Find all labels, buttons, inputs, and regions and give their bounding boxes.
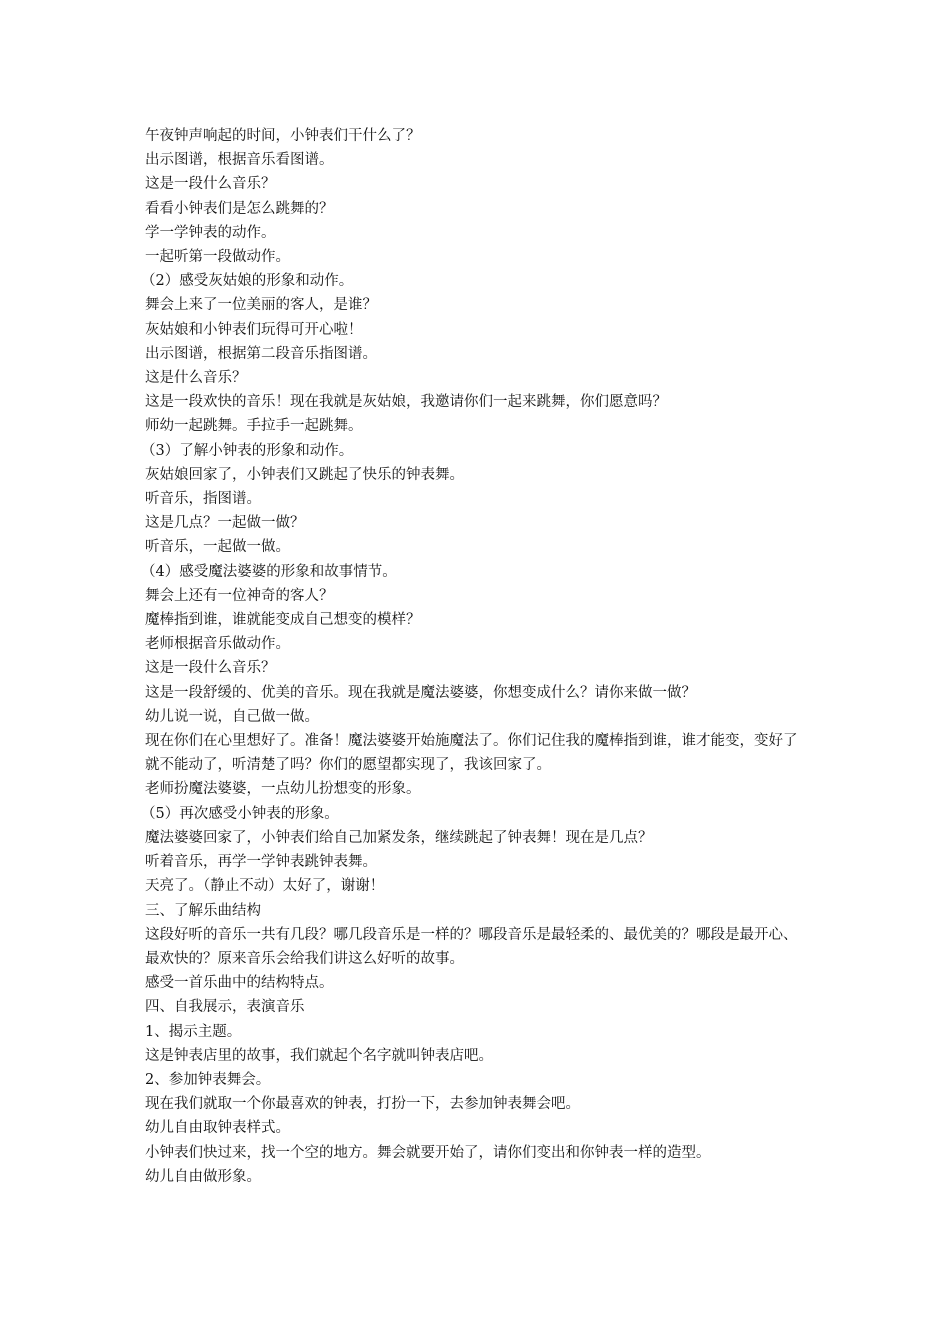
paragraph: 现在你们在心里想好了。准备！魔法婆婆开始施魔法了。你们记住我的魔棒指到谁，谁才能变，变好了就不能动了，听清楚了吗？你们的愿望都实现了，我该回家了。 — [145, 733, 798, 774]
paragraph: 出示图谱，根据音乐看图谱。 — [145, 152, 334, 169]
paragraph: 现在我们就取一个你最喜欢的钟表，打扮一下，去参加钟表舞会吧。 — [145, 1096, 580, 1113]
paragraph: 2、参加钟表舞会。 — [145, 1071, 271, 1088]
paragraph: 这是几点？一起做一做？ — [145, 515, 305, 532]
paragraph: 师幼一起跳舞。手拉手一起跳舞。 — [145, 418, 363, 435]
paragraph: 午夜钟声响起的时间，小钟表们干什么了？ — [145, 128, 421, 144]
paragraph: 这是一段什么音乐？ — [145, 176, 276, 193]
paragraph: 天亮了。（静止不动）太好了，谢谢！ — [145, 878, 385, 895]
paragraph: 一起听第一段做动作。 — [145, 249, 290, 266]
paragraph: （2）感受灰姑娘的形象和动作。 — [141, 273, 354, 290]
paragraph: 幼儿说一说，自己做一做。 — [145, 708, 319, 725]
paragraph: 老师扮魔法婆婆，一点幼儿扮想变的形象。 — [145, 781, 421, 798]
paragraph: 听音乐，指图谱。 — [145, 491, 261, 508]
paragraph: 老师根据音乐做动作。 — [145, 636, 290, 653]
paragraph: 1、揭示主题。 — [145, 1023, 242, 1040]
paragraph: 出示图谱，根据第二段音乐指图谱。 — [145, 345, 377, 362]
paragraph: 灰姑娘回家了，小钟表们又跳起了快乐的钟表舞。 — [145, 466, 464, 483]
paragraph: 幼儿自由做形象。 — [145, 1168, 261, 1185]
paragraph: 看看小钟表们是怎么跳舞的？ — [145, 200, 334, 217]
paragraph: 听着音乐，再学一学钟表跳钟表舞。 — [145, 854, 377, 871]
document-body — [141, 124, 810, 1189]
paragraph: （3）了解小钟表的形象和动作。 — [141, 442, 354, 459]
paragraph: 这是钟表店里的故事，我们就起个名字就叫钟表店吧。 — [145, 1047, 493, 1064]
paragraph: 感受一首乐曲中的结构特点。 — [145, 975, 334, 992]
paragraph: 魔法婆婆回家了，小钟表们给自己加紧发条，继续跳起了钟表舞！现在是几点？ — [145, 829, 653, 846]
paragraph: 灰姑娘和小钟表们玩得可开心啦！ — [145, 321, 363, 338]
paragraph: （4）感受魔法婆婆的形象和故事情节。 — [141, 563, 397, 580]
paragraph: （5）再次感受小钟表的形象。 — [141, 805, 339, 822]
paragraph: 这是什么音乐？ — [145, 370, 247, 387]
paragraph: 听音乐，一起做一做。 — [145, 539, 290, 556]
paragraph: 这是一段欢快的音乐！现在我就是灰姑娘，我邀请你们一起来跳舞，你们愿意吗？ — [145, 394, 667, 411]
paragraph: 魔棒指到谁，谁就能变成自己想变的模样？ — [145, 612, 421, 629]
paragraph: 三、了解乐曲结构 — [145, 902, 261, 919]
paragraph: 这是一段舒缓的、优美的音乐。现在我就是魔法婆婆，你想变成什么？请你来做一做？ — [145, 684, 696, 701]
paragraph: 小钟表们快过来，找一个空的地方。舞会就要开始了，请你们变出和你钟表一样的造型。 — [145, 1144, 711, 1161]
paragraph: 幼儿自由取钟表样式。 — [145, 1120, 290, 1137]
paragraph: 这是一段什么音乐？ — [145, 660, 276, 677]
paragraph: 四、自我展示，表演音乐 — [145, 999, 305, 1016]
paragraph: 这段好听的音乐一共有几段？哪几段音乐是一样的？哪段音乐是最轻柔的、最优美的？哪段是最开心、最欢快的？原来音乐会给我们讲这么好听的故事。 — [145, 926, 798, 967]
paragraph: 学一学钟表的动作。 — [145, 224, 276, 241]
paragraph: 舞会上来了一位美丽的客人，是谁？ — [145, 297, 377, 314]
paragraph: 舞会上还有一位神奇的客人？ — [145, 587, 334, 604]
